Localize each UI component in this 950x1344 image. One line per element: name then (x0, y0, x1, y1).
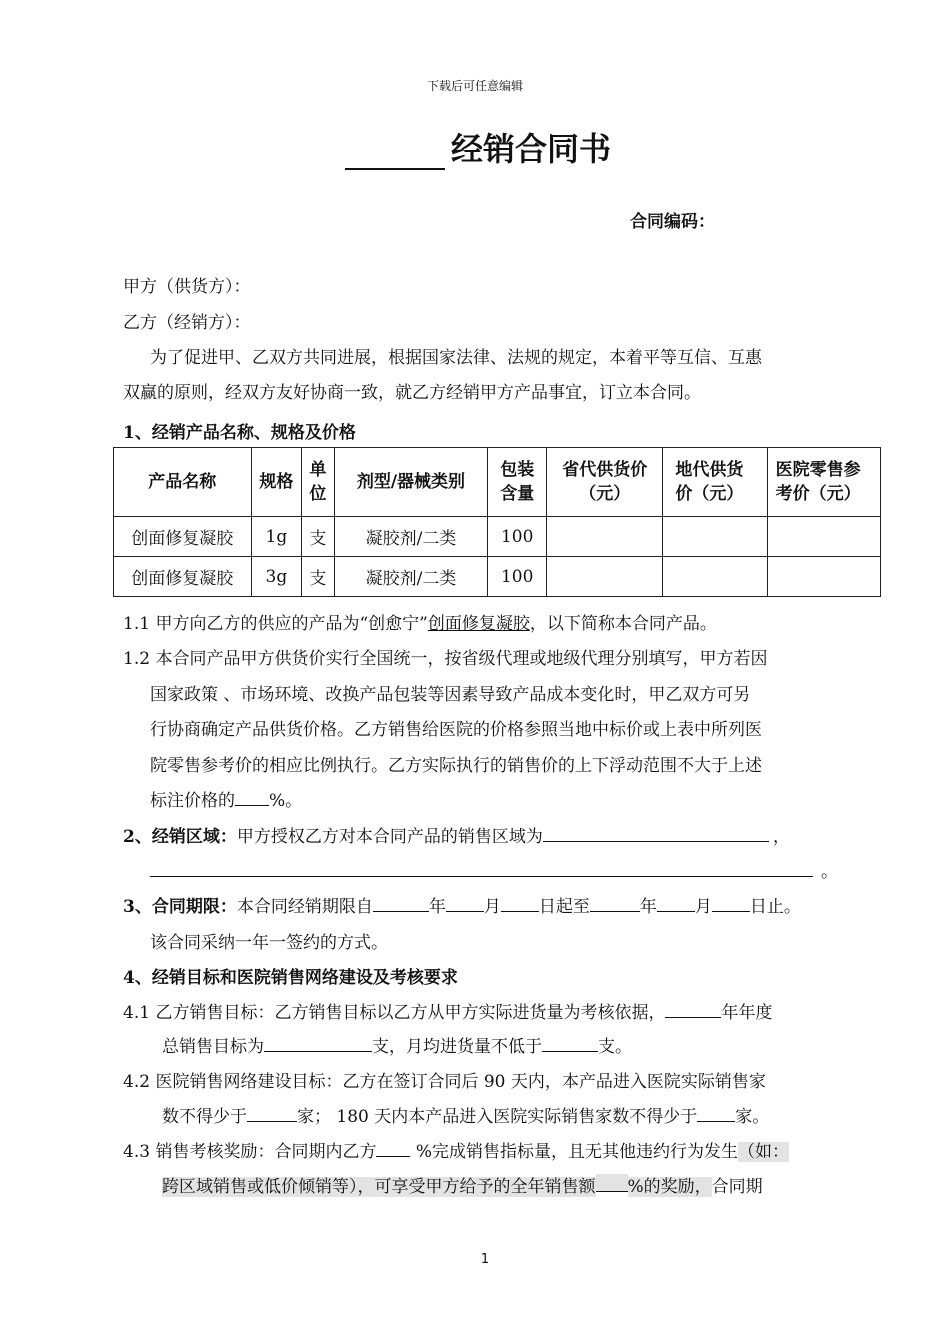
party-b-line: 乙方（经销方）： (123, 313, 251, 333)
contract-number-label: 合同编码： (630, 212, 715, 232)
cell-spec: 3g (251, 557, 302, 597)
clause-4-2-line-1: 4.2 医院销售网络建设目标：乙方在签订合同后 90 天内，本产品进入医院实际销售家 (123, 1072, 766, 1092)
cell-retail-price (767, 517, 880, 557)
clause-4-1-line-2: 总销售目标为 支，月均进货量不低于 支。 (162, 1032, 632, 1057)
table-header-row (114, 448, 881, 517)
table-row (114, 517, 881, 557)
price-range-blank (235, 788, 269, 806)
clause-1-2-line-3: 行协商确定产品供货价格。乙方销售给医院的价格参照当地中标价或上表中所列医 (150, 720, 762, 740)
clause-4-3-line-1: 4.3 销售考核奖励：合同期内乙方 %完成销售指标量，且无其他违约行为发生（如： (123, 1137, 789, 1162)
cell-spec: 1g (251, 517, 302, 557)
party-a-line: 甲方（供货方）： (123, 277, 251, 297)
products-table (113, 447, 881, 597)
header-city-price: 地代供货 价（元） (663, 448, 767, 517)
section-3-line-1: 3、合同期限：本合同经销期限自 年 月 日起至 年 月 日止。 (123, 892, 801, 917)
page-number: 1 (480, 1252, 490, 1267)
clause-1-1: 1.1 甲方向乙方的供应的产品为“创愈宁”创面修复凝胶，以下简称本合同产品。 (123, 614, 717, 634)
region-blank-2 (150, 859, 813, 877)
clause-4-1-line-1: 4.1 乙方销售目标：乙方销售目标以乙方从甲方实际进货量为考核依据， 年年度 (123, 998, 772, 1023)
cell-package: 100 (488, 517, 547, 557)
region-blank-1 (543, 824, 769, 842)
cell-package: 100 (488, 557, 547, 597)
section-2-line-2: 。 (150, 857, 838, 882)
cell-dosage-type: 凝胶剂/二类 (334, 517, 488, 557)
clause-1-2-line-4: 院零售参考价的相应比例执行。乙方实际执行的销售价的上下浮动范围不大于上述 (150, 756, 762, 776)
header-dosage-type: 剂型/器械类别 (334, 448, 488, 517)
title-blank (345, 136, 445, 170)
header-package: 包装 含量 (488, 448, 547, 517)
cell-product-name: 创面修复凝胶 (114, 557, 252, 597)
cell-unit: 支 (302, 557, 334, 597)
table-row (114, 557, 881, 597)
clause-4-2-line-2: 数不得少于 家； 180 天内本产品进入医院实际销售家数不得少于 家。 (162, 1102, 769, 1127)
header-retail-price: 医院零售参 考价（元） (767, 448, 880, 517)
cell-dosage-type: 凝胶剂/二类 (334, 557, 488, 597)
header-product-name: 产品名称 (114, 448, 252, 517)
section-4-heading: 4、经销目标和医院销售网络建设及考核要求 (123, 968, 458, 988)
clause-1-2-line-2: 国家政策 、市场环境、改换产品包装等因素导致产品成本变化时，甲乙双方可另 (150, 685, 751, 705)
intro-line-2: 双赢的原则，经双方友好协商一致，就乙方经销甲方产品事宜，订立本合同。 (123, 383, 701, 403)
clause-1-2-line-1: 1.2 本合同产品甲方供货价实行全国统一，按省级代理或地级代理分别填写，甲方若因 (123, 649, 768, 669)
cell-provincial-price (547, 557, 663, 597)
section-2-line-1: 2、经销区域：甲方授权乙方对本合同产品的销售区域为 ， (123, 822, 790, 847)
cell-city-price (663, 517, 767, 557)
cell-unit: 支 (302, 517, 334, 557)
cell-retail-price (767, 557, 880, 597)
header-note: 下载后可任意编辑 (426, 79, 523, 93)
section-3-line-2: 该合同采纳一年一签约的方式。 (150, 933, 388, 953)
intro-line-1: 为了促进甲、乙双方共同进展，根据国家法律、法规的规定，本着平等互信、互惠 (150, 348, 762, 368)
page-title: 经销合同书 (345, 124, 611, 170)
section-1-heading: 1、经销产品名称、规格及价格 (123, 423, 356, 443)
clause-1-2-line-5: 标注价格的 %。 (150, 786, 302, 811)
header-provincial-price: 省代供货价 （元） (547, 448, 663, 517)
header-unit: 单 位 (302, 448, 334, 517)
cell-city-price (663, 557, 767, 597)
clause-4-3-line-2: 跨区域销售或低价倾销等），可享受甲方给予的全年销售额 %的奖励，合同期 (162, 1172, 763, 1197)
cell-product-name: 创面修复凝胶 (114, 517, 252, 557)
header-spec: 规格 (251, 448, 302, 517)
cell-provincial-price (547, 517, 663, 557)
